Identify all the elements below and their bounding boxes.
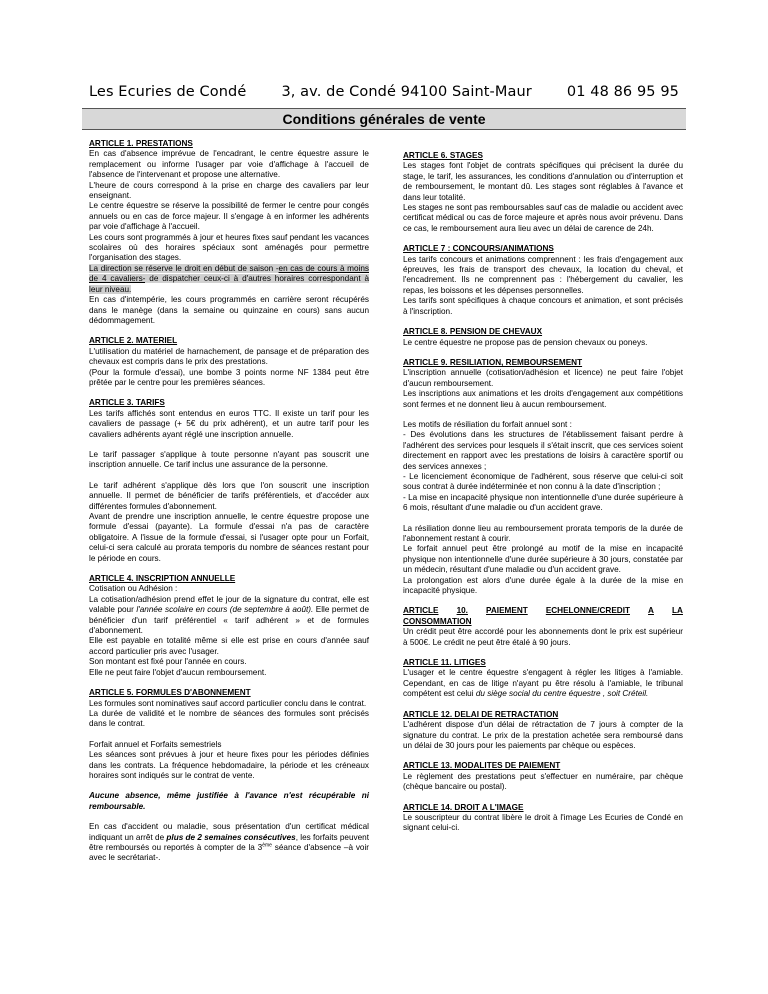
- article-11-title: ARTICLE 11. LITIGES: [403, 658, 486, 668]
- article-5-p6b: plus de 2 semaines consécutives: [166, 832, 296, 842]
- article-1-p3: Le centre équestre se réserve la possibilité de fermer le centre pour congés annuels ou en cas de force majeur. Il s'engage à en informer les adhérents par voie d'affichage à l'accueil.: [89, 201, 369, 232]
- article-6-p1: Les stages font l'objet de contrats spécifiques qui précisent la durée du stage, le tarif, les assurances, les conditions d'annulation ou d'interruption et de remboursement, le montant dû. Les stages sont réglables à l'avance et dans leur totalité.: [403, 161, 683, 202]
- article-10-title-w1: ARTICLE: [403, 606, 439, 616]
- article-11-p1b: du siège social du centre équestre , soit Créteil.: [475, 689, 649, 699]
- article-4-p5: Elle ne peut faire l'objet d'aucun remboursement.: [89, 667, 267, 677]
- article-4-p2b: l'année scolaire en cours (de septembre à août).: [136, 605, 314, 615]
- article-9-p9: La prolongation est alors d'une durée égale à la durée de la mise en incapacité physique.: [403, 575, 683, 596]
- article-10-title: [403, 606, 683, 616]
- article-4-title: ARTICLE 4. INSCRIPTION ANNUELLE: [89, 574, 236, 584]
- article-13-title: ARTICLE 13. MODALITES DE PAIEMENT: [403, 761, 561, 771]
- article-7-title: ARTICLE 7 : CONCOURS/ANIMATIONS: [403, 244, 554, 254]
- article-8-p1: Le centre équestre ne propose pas de pension chevaux ou poneys.: [403, 337, 648, 347]
- article-3-p2: Le tarif passager s'applique à toute personne n'ayant pas souscrit une inscription annuelle. Ce tarif inclus une assurance de la personne.: [89, 449, 369, 470]
- article-2-p2: (Pour la formule d'essai), une bombe 3 points norme NF 1384 peut être prêtée par le centre pour les premières séances.: [89, 367, 369, 387]
- article-5-p3: Forfait annuel et Forfaits semestriels: [89, 739, 222, 749]
- article-1-hl3: de dispatcher ceux-ci à d'autres horaires correspondant à leur niveau.: [89, 274, 370, 294]
- right-column: [403, 140, 683, 844]
- article-1-title: ARTICLE 1. PRESTATIONS: [89, 139, 193, 148]
- article-2: [89, 336, 369, 388]
- article-11-p1: [403, 668, 683, 699]
- article-9-p6: - La mise en incapacité physique non intentionnelle d'une durée supérieure à 6 mois, résultant d'une maladie ou d'un accident grave.: [403, 492, 683, 513]
- article-1-highlight: [89, 264, 369, 295]
- article-4-p2c: Elle permet de bénéficier d'un tarif préférentiel « tarif adhérent » et de formules d'abonnement.: [89, 605, 369, 636]
- article-10: [403, 606, 683, 648]
- article-3-p3: Le tarif adhérent s'applique dès lors que l'on souscrit une inscription annuelle. Il permet de bénéficier de tarifs préférentiels, et d'accéder aux différentes formules d'abonnement.: [89, 480, 369, 511]
- article-5-p2: La durée de validité et le nombre de séances des formules sont précisés dans le contrat.: [89, 708, 369, 729]
- article-9-p3: Les motifs de résiliation du forfait annuel sont :: [403, 419, 572, 429]
- article-14: [403, 803, 683, 834]
- article-7: [403, 244, 683, 317]
- article-7-p1: Les tarifs concours et animations comprennent : les frais d'engagement aux épreuves, les frais de transport des chevaux, la location du cheval, et l'encadrement. Ils ne comprennent pas : l'hébergement du cavalier, les repas, les boissons et les dépenses personnelles.: [403, 254, 683, 295]
- company-address: 3, av. de Condé 94100 Saint-Maur: [281, 84, 532, 100]
- article-14-p1: Le souscripteur du contrat libère le droit à l'image Les Ecuries de Condé en signant celui-ci.: [403, 812, 683, 833]
- article-5-p6c: , les forfaits peuvent être remboursés ou reportés à compter de la 3: [89, 832, 369, 852]
- article-5-title: ARTICLE 5. FORMULES D'ABONNEMENT: [89, 688, 251, 698]
- document-title: Conditions générales de vente: [82, 108, 686, 130]
- article-9-p5: - Le licenciement économique de l'adhérent, sous réserve que celui-ci soit sous contrat à durée indéterminée et non connu à la date d'inscription ;: [403, 471, 683, 492]
- article-10-title-w6: LA: [672, 606, 683, 616]
- article-10-title-line2: CONSOMMATION: [403, 616, 472, 626]
- left-column: [89, 139, 369, 874]
- article-7-p2: Les tarifs sont spécifiques à chaque concours et animation, et sont précisés à l'inscription.: [403, 296, 683, 316]
- article-14-title: ARTICLE 14. DROIT A L'IMAGE: [403, 802, 524, 812]
- article-12-p1: L'adhérent dispose d'un délai de rétractation de 7 jours à compter de la signature du contrat. Le prix de la prestation achetée sera remboursé dans un délai de 30 jours pour les paiements par chèque ou espèces.: [403, 720, 683, 750]
- article-10-p1: Un crédit peut être accordé pour les abonnements dont le prix est supérieur à 500€. Le crédit ne peut être étalé à 90 jours.: [403, 627, 683, 647]
- article-9: [403, 358, 683, 597]
- article-1: [89, 139, 369, 326]
- article-1-hl2: en cas de cours à moins de 4 cavaliers-: [89, 263, 369, 284]
- article-10-title-w4: ECHELONNE/CREDIT: [545, 606, 630, 616]
- article-9-p2: Les inscriptions aux animations et les droits d'engagement aux compétitions sont fermes et ne donnent lieu à aucun remboursement.: [403, 389, 683, 409]
- article-9-p7: La résiliation donne lieu au remboursement prorata temporis de la durée de l'abonnement restant à courir.: [403, 523, 683, 543]
- article-3-title: ARTICLE 3. TARIFS: [89, 398, 165, 408]
- article-3-p1: Les tarifs affichés sont entendus en euros TTC. Il existe un tarif pour les cavaliers de passage (+ 5€ du prix adhérent), et un autre tarif pour les cavaliers adhérents ayant réglé une inscription annuelle.: [89, 408, 369, 439]
- article-3: [89, 398, 369, 564]
- article-13: [403, 761, 683, 792]
- article-5-p6: [89, 822, 369, 864]
- article-9-p4: - Des évolutions dans les structures de l'établissement faisant perdre à l'adhérent des services pour lesquels il s'était inscrit, que ces services soient directement en rapport avec les prestations de loisirs à caractère sportif ou des services annexes ;: [403, 430, 683, 471]
- company-phone: 01 48 86 95 95: [566, 84, 679, 100]
- article-6: [403, 151, 683, 234]
- article-13-p1: Le règlement des prestations peut s'effectuer en numéraire, par chèque (chèque bancaire ou postal).: [403, 771, 683, 792]
- article-4-p3: Elle est payable en totalité même si elle est prise en cours d'année sauf accord particulier pris avec l'usager.: [89, 636, 369, 656]
- article-4: [89, 574, 369, 678]
- article-1-p6: En cas d'intempérie, les cours programmés en carrière seront récupérés dans le manège (dans la semaine ou quinzaine en cours) sans aucun dédommagement.: [89, 295, 369, 325]
- article-6-p2: Les stages ne sont pas remboursables sauf cas de maladie ou accident avec certificat médical ou cas de force majeure et après nous avoir prévenu. Dans ce cas, le remboursement aura lieu avec un délai de carence de 24h.: [403, 203, 683, 233]
- article-12: [403, 710, 683, 752]
- article-4-p4: Son montant est fixé pour l'année en cours.: [89, 657, 247, 667]
- letterhead: [89, 84, 679, 100]
- article-5: [89, 688, 369, 864]
- article-6-title: ARTICLE 6. STAGES: [403, 151, 483, 160]
- article-5-p5: Aucune absence, même justifiée à l'avance n'est récupérable ni remboursable.: [89, 791, 369, 811]
- article-10-title-w3: PAIEMENT: [486, 606, 528, 616]
- article-5-p6d: séance d'absence –à voir avec le secrétariat-.: [89, 842, 370, 863]
- company-name: Les Ecuries de Condé: [89, 84, 247, 100]
- article-11-p1a: L'usager et le centre équestre s'engagent à régler les litiges à l'amiable. Cependant, en cas de litige n'ayant pu être résolu à l'amiable, le tribunal compétent est celui: [403, 668, 683, 699]
- article-3-p4: Avant de prendre une inscription annuelle, le centre équestre propose une formule d'essai (payante). La formule d'essai n'a pas de caractère obligatoire. A l'issue de la formule d'essai, si l'usager opte pour un Forfait, celui-ci sera calculé au prorata temporis du nombre de séances restant pour le période en cours.: [89, 512, 369, 563]
- article-5-p4: Les séances sont prévues à jour et heure fixes pour les périodes définies dans les contrats. La fréquence hebdomadaire, la période et les créneaux horaires sont indiqués sur le contrat de vente.: [89, 750, 369, 780]
- article-9-title: ARTICLE 9. RESILIATION, REMBOURSEMENT: [403, 357, 583, 367]
- article-5-p6a: En cas d'accident ou maladie, sous présentation d'un certificat médical indiquant un arrêt de: [89, 822, 369, 842]
- article-10-title-w5: A: [648, 606, 654, 616]
- article-4-p1: Cotisation ou Adhésion :: [89, 584, 178, 594]
- article-5-p6sup: ème: [262, 842, 272, 849]
- article-8-title: ARTICLE 8. PENSION DE CHEVAUX: [403, 327, 543, 337]
- article-2-p1: L'utilisation du matériel de harnachement, de pansage et de préparation des chevaux est compris dans le prix des prestations.: [89, 346, 369, 367]
- article-10-title-w2: 10.: [456, 606, 468, 616]
- article-4-p2: [89, 595, 369, 637]
- article-1-hl1: La direction se réserve le droit en début de saison -: [89, 263, 279, 273]
- article-5-p1: Les formules sont nominatives sauf accord particulier conclu dans le contrat.: [89, 698, 367, 708]
- article-4-p2a: La cotisation/adhésion prend effet le jour de la signature du contrat, elle est valable pour: [89, 594, 369, 615]
- article-2-title: ARTICLE 2. MATERIEL: [89, 336, 178, 346]
- article-1-p1: En cas d'absence imprévue de l'encadrant, le centre équestre assure le remplacement ou informe l'usager par voie d'affichage à l'accueil de l'absence de l'intervenant et propose une alternative.: [89, 149, 369, 180]
- article-1-p2: L'heure de cours correspond à la prise en charge des cavaliers par leur enseignant.: [89, 180, 369, 201]
- article-9-p1: L'inscription annuelle (cotisation/adhésion et licence) ne peut faire l'objet d'aucun remboursement.: [403, 368, 683, 388]
- article-12-title: ARTICLE 12. DELAI DE RETRACTATION: [403, 709, 559, 719]
- article-1-p4: Les cours sont programmés à jour et heures fixes sauf pendant les vacances scolaires où des horaires spéciaux sont aménagés pour permettre l'organisation des stages.: [89, 232, 369, 263]
- article-8: [403, 327, 683, 348]
- article-9-p8: Le forfait annuel peut être prolongé au motif de la mise en incapacité physique non intentionnelle d'une durée supérieure à 30 jours, constatée par un médecin, résultant d'une maladie ou d'un accident grave.: [403, 544, 683, 575]
- article-11: [403, 658, 683, 700]
